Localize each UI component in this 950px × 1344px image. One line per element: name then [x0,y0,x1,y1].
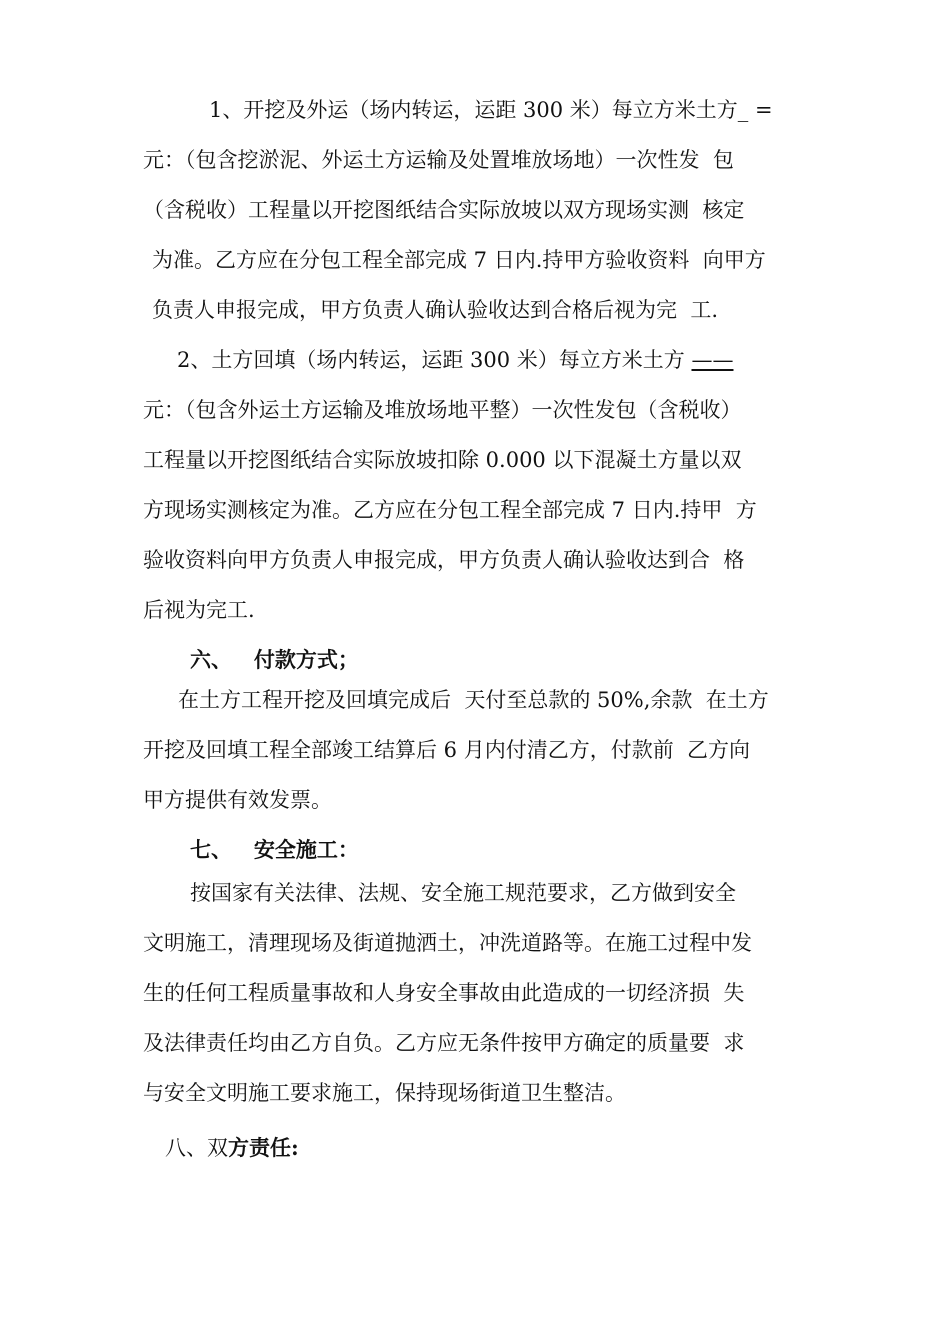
heading-safety: 七、 安全施工： [190,837,359,862]
heading-duties-prefix: 八、双 [165,1136,228,1160]
safety-line-2: 生的任何工程质量事故和人身安全事故由此造成的一切经济损 失 [143,981,745,1005]
section-1-line-2: （含税收）工程量以开挖图纸结合实际放坡以双方现场实测 核定 [143,198,745,222]
heading-payment: 六、 付款方式； [190,647,359,672]
heading-duties [165,1133,299,1163]
section-2-line-1: 元：（包含外运土方运输及堆放场地平整）一次性发包（含税收） [143,398,742,422]
safety-line-4: 与安全文明施工要求施工，保持现场街道卫生整洁。 [143,1081,626,1105]
payment-line-2: 甲方提供有效发票。 [143,788,332,812]
section-2-line-2: 工程量以开挖图纸结合实际放坡扣除 0.000 以下混凝土方量以双 [143,448,742,472]
section-1-line-1: 元：（包含挖淤泥、外运土方运输及处置堆放场地）一次性发 包 [143,148,734,172]
section-1-line-4: 负责人申报完成，甲方负责人确认验收达到合格后视为完 工. [152,298,719,322]
section-2-line-0-text: 2、土方回填（场内转运，运距 300 米）每立方米土方 [177,348,685,372]
price-blank: —— [691,348,734,372]
section-1-line-3: 为准。乙方应在分包工程全部完成 7 日内.持甲方验收资料 向甲方 [152,248,766,272]
section-2-line-3: 方现场实测核定为准。乙方应在分包工程全部完成 7 日内.持甲 方 [143,498,757,522]
safety-line-3: 及法律责任均由乙方自负。乙方应无条件按甲方确定的质量要 求 [143,1031,745,1055]
section-2-line-5: 后视为完工. [143,598,255,622]
payment-line-0: 在土方工程开挖及回填完成后 天付至总款的 50%,余款 在土方 [178,688,769,712]
payment-line-1: 开挖及回填工程全部竣工结算后 6 月内付清乙方，付款前 乙方向 [143,738,751,762]
heading-duties-bold: 方责任: [228,1135,299,1160]
section-2-line-0 [177,345,733,375]
safety-line-0: 按国家有关法律、法规、安全施工规范要求，乙方做到安全 [190,881,736,905]
section-2-line-4: 验收资料向甲方负责人申报完成，甲方负责人确认验收达到合 格 [143,548,745,572]
safety-line-1: 文明施工，清理现场及街道抛洒土，冲洗道路等。在施工过程中发 [143,931,752,955]
section-1-line-0: 1、开挖及外运（场内转运，运距 300 米）每立方米土方_ = [209,98,773,122]
